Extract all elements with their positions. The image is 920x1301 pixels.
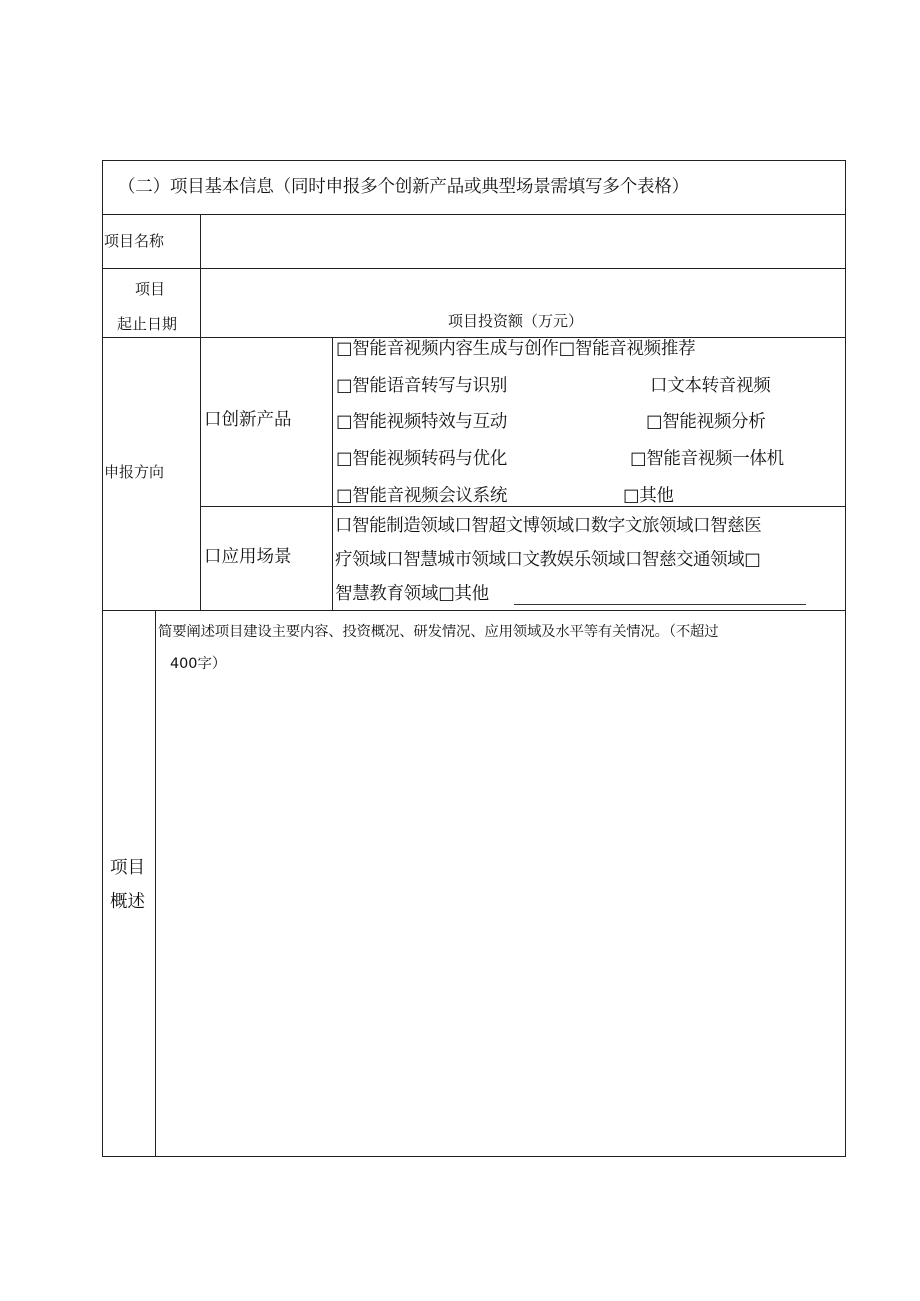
row-divider bbox=[200, 506, 846, 507]
column-divider bbox=[332, 337, 333, 611]
table-top-border bbox=[102, 160, 846, 161]
scenario-category-checkbox[interactable]: 口应用场景 bbox=[204, 547, 292, 567]
scenario-other-fill-line[interactable] bbox=[514, 604, 806, 605]
row-divider bbox=[102, 214, 846, 215]
innovation-option[interactable]: □智能音视频会议系统 bbox=[336, 486, 508, 506]
row-divider bbox=[102, 610, 846, 611]
innovation-option[interactable]: □智能视频特效与互动 bbox=[336, 412, 508, 432]
scenario-options-line[interactable]: 疗领域口智慧城市领域口文教娱乐领域口智慈交通领域□ bbox=[335, 550, 761, 570]
project-name-label: 项目名称 bbox=[104, 232, 165, 250]
project-name-field[interactable] bbox=[206, 222, 836, 262]
overview-label-line2: 概述 bbox=[110, 892, 145, 912]
row-divider bbox=[102, 268, 846, 269]
overview-instruction-line1: 简要阐述项目建设主要内容、投资概况、研发情况、应用领域及水平等有关情况。（不超过 bbox=[158, 624, 719, 640]
column-divider bbox=[200, 214, 201, 611]
table-left-border bbox=[102, 160, 103, 1157]
column-divider bbox=[155, 610, 156, 1157]
period-label-line2: 起止日期 bbox=[117, 315, 178, 333]
innovation-option[interactable]: □智能音视频一体机 bbox=[630, 449, 784, 469]
innovation-option[interactable]: 口文本转音视频 bbox=[650, 376, 771, 396]
investment-label: 项目投资额（万元） bbox=[448, 312, 584, 330]
scenario-options-line[interactable]: 口智能制造领域口智超文博领域口数字文旅领域口智慈医 bbox=[335, 516, 762, 536]
direction-label: 申报方向 bbox=[104, 463, 165, 481]
innovation-category-checkbox[interactable]: 口创新产品 bbox=[204, 410, 292, 430]
innovation-option[interactable]: □智能语音转写与识别 bbox=[336, 376, 508, 396]
overview-text-area[interactable] bbox=[160, 685, 840, 1150]
table-right-border bbox=[845, 160, 846, 1157]
period-label-line1: 项目 bbox=[135, 280, 166, 298]
table-bottom-border bbox=[102, 1156, 846, 1157]
overview-instruction-line2: 400字） bbox=[170, 656, 227, 672]
row-divider bbox=[102, 337, 846, 338]
innovation-option[interactable]: □智能视频转码与优化 bbox=[336, 449, 508, 469]
innovation-option[interactable]: □智能视频分析 bbox=[646, 412, 766, 432]
overview-label-line1: 项目 bbox=[110, 858, 145, 878]
section-title: （二）项目基本信息（同时申报多个创新产品或典型场景需填写多个表格） bbox=[118, 177, 689, 197]
innovation-option[interactable]: □智能音视频内容生成与创作□智能音视频推荐 bbox=[336, 339, 696, 359]
innovation-option[interactable]: □其他 bbox=[623, 486, 674, 506]
scenario-options-line[interactable]: 智慧教育领域□其他 bbox=[335, 584, 489, 604]
